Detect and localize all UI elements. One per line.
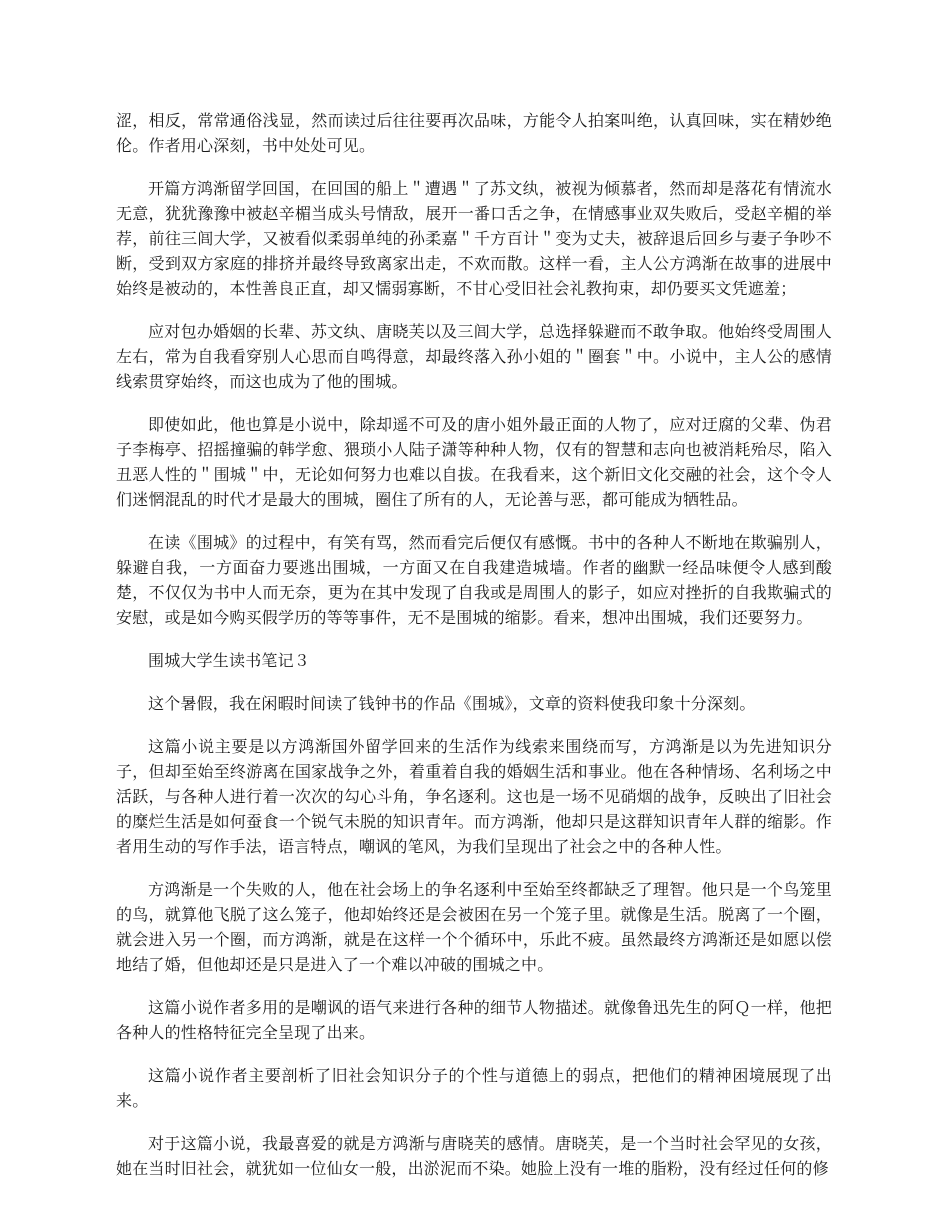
paragraph: 开篇方鸿渐留学回国，在回国的船上＂遭遇＂了苏文纨，被视为倾慕者，然而却是落花有情流水无意，犹犹豫豫中被赵辛楣当成头号情敌，展开一番口舌之争，在情感事业双失败后，受赵辛楣的举荐，前往三闾大学，又被看似柔弱单纯的孙柔嘉＂千方百计＂变为丈夫，被辞退后回乡与妻子争吵不断，受到双方家庭的排挤并最终导致离家出走，不欢而散。这样一看，主人公方鸿渐在故事的进展中始终是被动的，本性善良正直，却又懦弱寡断，不甘心受旧社会礼教拘束，却仍要买文凭遮羞； xyxy=(116,179,832,298)
paragraph: 这篇小说作者多用的是嘲讽的语气来进行各种的细节人物描述。就像鲁迅先生的阿Ｑ一样，他把各种人的性格特征完全呈现了出来。 xyxy=(116,998,832,1042)
paragraph: 即使如此，他也算是小说中，除却遥不可及的唐小姐外最正面的人物了，应对迂腐的父辈、伪君子李梅亭、招摇撞骗的韩学愈、猥琐小人陆子潇等种种人物，仅有的智慧和志向也被消耗殆尽，陷入丑恶人性的＂围城＂中，无论如何努力也难以自拔。在我看来，这个新旧文化交融的社会，这个令人们迷惘混乱的时代才是最大的围城，圈住了所有的人，无论善与恶，都可能成为牺牲品。 xyxy=(116,415,832,509)
paragraph: 这个暑假，我在闲暇时间读了钱钟书的作品《围城》，文章的资料使我印象十分深刻。 xyxy=(148,694,756,713)
section-heading: 围城大学生读书笔记３ xyxy=(148,651,311,670)
paragraph: 在读《围城》的过程中，有笑有骂，然而看完后便仅有感慨。书中的各种人不断地在欺骗别人，躲避自我，一方面奋力要逃出围城，一方面又在自我建造城墙。作者的幽默一经品味便令人感到酸楚，不仅仅为书中人而无奈，更为在其中发现了自我或是周围人的影子，如应对挫折的自我欺骗式的安慰，或是如今购买假学历的等等事件，无不是围城的缩影。看来，想冲出围城，我们还要努力。 xyxy=(116,533,832,627)
paragraph: 对于这篇小说，我最喜爱的就是方鸿渐与唐晓芙的感情。唐晓芙，是一个当时社会罕见的女孩，她在当时旧社会，就犹如一位仙女一般，出淤泥而不染。她脸上没有一堆的脂粉，没有经过任何的修 xyxy=(116,1134,832,1178)
paragraph-continuation: 涩，相反，常常通俗浅显，然而读过后往往要再次品味，方能令人拍案叫绝，认真回味，实在精妙绝伦。作者用心深刻，书中处处可见。 xyxy=(116,111,832,155)
paragraph: 这篇小说作者主要剖析了旧社会知识分子的个性与道德上的弱点，把他们的精神困境展现了出来。 xyxy=(116,1066,832,1110)
paragraph: 方鸿渐是一个失败的人，他在社会场上的争名逐利中至始至终都缺乏了理智。他只是一个鸟笼里的鸟，就算他飞脱了这么笼子，他却始终还是会被困在另一个笼子里。就像是生活。脱离了一个圈，就会进入另一个圈，而方鸿渐，就是在这样一个个循环中，乐此不疲。虽然最终方鸿渐还是如愿以偿地结了婚，但他却还是只是进入了一个难以冲破的围城之中。 xyxy=(116,880,832,974)
paragraph: 这篇小说主要是以方鸿渐国外留学回来的生活作为线索来围绕而写，方鸿渐是以为先进知识分子，但却至始至终游离在国家战争之外，着重着自我的婚姻生活和事业。他在各种情场、名利场之中活跃，与各种人进行着一次次的勾心斗角，争名逐利。这也是一场不见硝烟的战争，反映出了旧社会的糜烂生活是如何蚕食一个锐气未脱的知识青年。而方鸿渐，他却只是这群知识青年人群的缩影。作者用生动的写作手法，语言特点，嘲讽的笔风，为我们呈现出了社会之中的各种人性。 xyxy=(116,737,832,856)
paragraph: 应对包办婚姻的长辈、苏文纨、唐晓芙以及三闾大学，总选择躲避而不敢争取。他始终受周围人左右，常为自我看穿别人心思而自鸣得意，却最终落入孙小姐的＂圈套＂中。小说中，主人公的感情线索贯穿始终，而这也成为了他的围城。 xyxy=(116,322,832,391)
document-body xyxy=(116,108,832,1199)
